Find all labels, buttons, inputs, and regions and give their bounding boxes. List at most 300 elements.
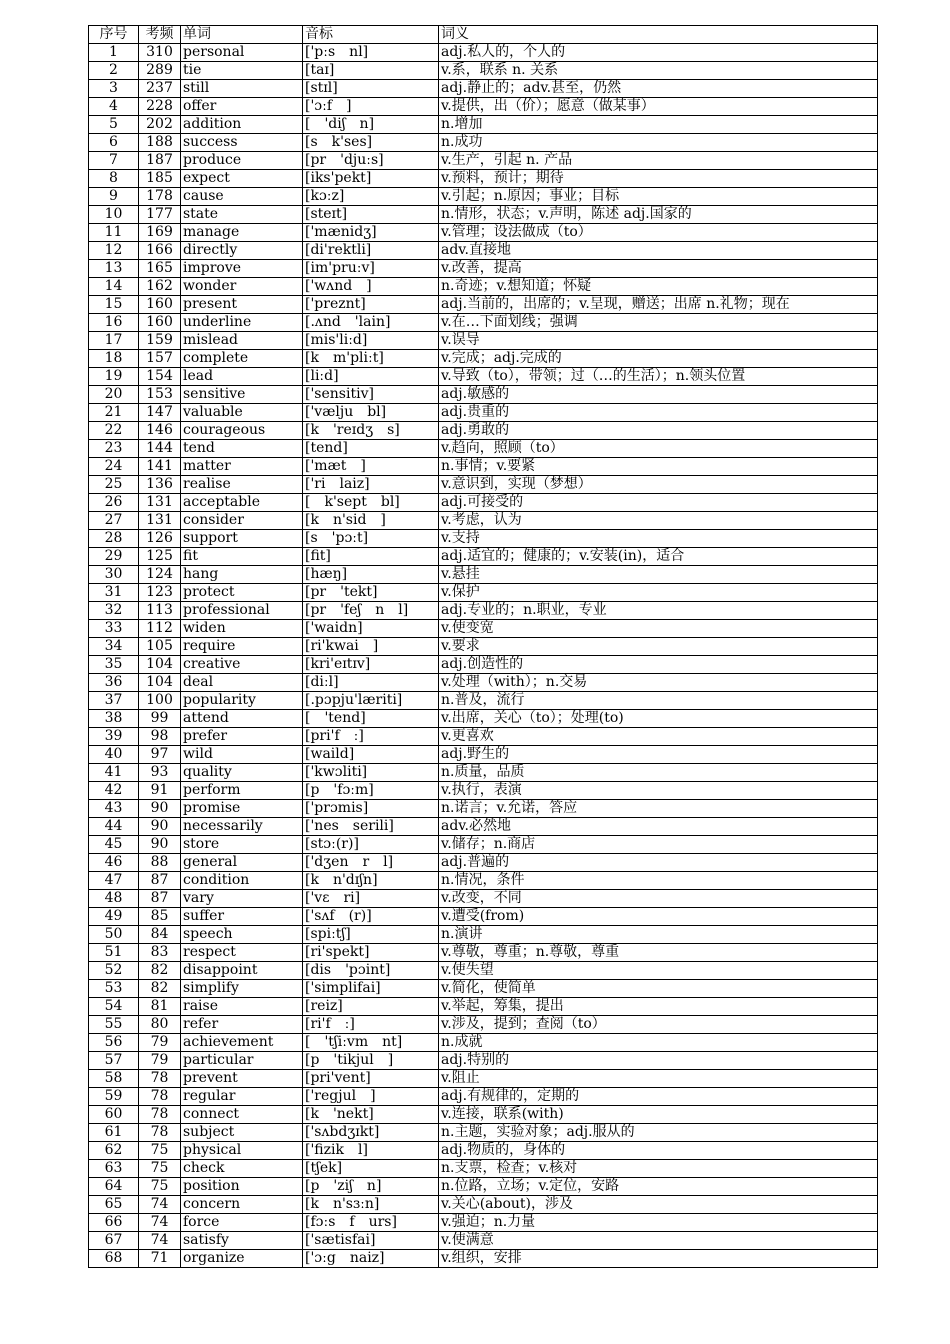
cell-definition: v.改善，提高 — [439, 260, 878, 278]
cell-index: 65 — [89, 1196, 139, 1214]
cell-phonetic: [s 'pɔːt] — [303, 530, 439, 548]
cell-index: 37 — [89, 692, 139, 710]
cell-index: 27 — [89, 512, 139, 530]
cell-word: popularity — [181, 692, 303, 710]
table-row — [89, 836, 878, 854]
cell-index: 66 — [89, 1214, 139, 1232]
cell-phonetic: [di'rektli] — [303, 242, 439, 260]
cell-frequency: 125 — [139, 548, 181, 566]
cell-frequency: 157 — [139, 350, 181, 368]
cell-definition: v.考虑，认为 — [439, 512, 878, 530]
cell-frequency: 87 — [139, 872, 181, 890]
cell-definition: adj.创造性的 — [439, 656, 878, 674]
table-row — [89, 296, 878, 314]
cell-frequency: 79 — [139, 1034, 181, 1052]
cell-phonetic: ['fizik l] — [303, 1142, 439, 1160]
cell-definition: v.更喜欢 — [439, 728, 878, 746]
cell-word: speech — [181, 926, 303, 944]
cell-frequency: 131 — [139, 512, 181, 530]
cell-phonetic: [kri'eɪtɪv] — [303, 656, 439, 674]
cell-word: professional — [181, 602, 303, 620]
table-row — [89, 1034, 878, 1052]
cell-index: 3 — [89, 80, 139, 98]
cell-definition: v.组织，安排 — [439, 1250, 878, 1268]
cell-definition: v.管理；设法做成（to） — [439, 224, 878, 242]
cell-phonetic: ['mæt ] — [303, 458, 439, 476]
cell-phonetic: ['waidn] — [303, 620, 439, 638]
cell-definition: v.意识到，实现（梦想） — [439, 476, 878, 494]
cell-index: 6 — [89, 134, 139, 152]
table-row — [89, 368, 878, 386]
cell-index: 4 — [89, 98, 139, 116]
table-row — [89, 1232, 878, 1250]
cell-phonetic: [spiːtʃ] — [303, 926, 439, 944]
cell-word: require — [181, 638, 303, 656]
cell-word: wild — [181, 746, 303, 764]
cell-phonetic: [k m'pliːt] — [303, 350, 439, 368]
table-row — [89, 512, 878, 530]
cell-phonetic: [p 'fɔːm] — [303, 782, 439, 800]
cell-phonetic: ['ri laiz] — [303, 476, 439, 494]
cell-index: 7 — [89, 152, 139, 170]
cell-index: 13 — [89, 260, 139, 278]
header-index: 序号 — [89, 26, 139, 44]
table-row — [89, 872, 878, 890]
table-row — [89, 998, 878, 1016]
cell-phonetic: ['ɔːf ] — [303, 98, 439, 116]
cell-frequency: 82 — [139, 980, 181, 998]
cell-phonetic: ['vælju bl] — [303, 404, 439, 422]
cell-frequency: 187 — [139, 152, 181, 170]
cell-index: 45 — [89, 836, 139, 854]
table-row — [89, 260, 878, 278]
cell-definition: adj.特别的 — [439, 1052, 878, 1070]
table-row — [89, 908, 878, 926]
cell-index: 35 — [89, 656, 139, 674]
table-row — [89, 188, 878, 206]
table-row — [89, 962, 878, 980]
cell-phonetic: [pri'vent] — [303, 1070, 439, 1088]
table-row — [89, 1088, 878, 1106]
cell-frequency: 84 — [139, 926, 181, 944]
cell-definition: adj.敏感的 — [439, 386, 878, 404]
cell-phonetic: [hæŋ] — [303, 566, 439, 584]
cell-word: subject — [181, 1124, 303, 1142]
cell-word: particular — [181, 1052, 303, 1070]
cell-word: necessarily — [181, 818, 303, 836]
cell-definition: v.处理（with）；n.交易 — [439, 674, 878, 692]
cell-definition: v.在…下面划线；强调 — [439, 314, 878, 332]
cell-word: addition — [181, 116, 303, 134]
cell-definition: v.支持 — [439, 530, 878, 548]
cell-phonetic: [mis'liːd] — [303, 332, 439, 350]
table-row — [89, 152, 878, 170]
cell-word: position — [181, 1178, 303, 1196]
cell-word: offer — [181, 98, 303, 116]
cell-frequency: 71 — [139, 1250, 181, 1268]
header-row — [89, 26, 878, 44]
cell-definition: n.质量，品质 — [439, 764, 878, 782]
cell-phonetic: [.pɔpju'læriti] — [303, 692, 439, 710]
cell-frequency: 169 — [139, 224, 181, 242]
cell-definition: v.保护 — [439, 584, 878, 602]
table-row — [89, 134, 878, 152]
cell-phonetic: [k 'nekt] — [303, 1106, 439, 1124]
cell-word: produce — [181, 152, 303, 170]
cell-word: store — [181, 836, 303, 854]
cell-frequency: 113 — [139, 602, 181, 620]
cell-word: still — [181, 80, 303, 98]
cell-index: 42 — [89, 782, 139, 800]
cell-phonetic: [ri'f ː] — [303, 1016, 439, 1034]
cell-index: 54 — [89, 998, 139, 1016]
cell-word: simplify — [181, 980, 303, 998]
cell-definition: adj.物质的，身体的 — [439, 1142, 878, 1160]
cell-phonetic: ['sʌf (r)] — [303, 908, 439, 926]
cell-definition: v.改变，不同 — [439, 890, 878, 908]
cell-index: 62 — [89, 1142, 139, 1160]
cell-definition: v.导致（to），带领；过（…的生活）；n.领头位置 — [439, 368, 878, 386]
cell-phonetic: ['sensitiv] — [303, 386, 439, 404]
table-row — [89, 116, 878, 134]
cell-word: suffer — [181, 908, 303, 926]
cell-word: concern — [181, 1196, 303, 1214]
cell-frequency: 104 — [139, 674, 181, 692]
cell-frequency: 159 — [139, 332, 181, 350]
cell-frequency: 90 — [139, 800, 181, 818]
cell-index: 18 — [89, 350, 139, 368]
cell-phonetic: [stɪl] — [303, 80, 439, 98]
cell-frequency: 88 — [139, 854, 181, 872]
cell-index: 32 — [89, 602, 139, 620]
cell-index: 19 — [89, 368, 139, 386]
cell-phonetic: ['kwɔliti] — [303, 764, 439, 782]
table-row — [89, 656, 878, 674]
table-row — [89, 584, 878, 602]
cell-definition: v.误导 — [439, 332, 878, 350]
table-row — [89, 170, 878, 188]
table-row — [89, 926, 878, 944]
cell-frequency: 185 — [139, 170, 181, 188]
table-row — [89, 1016, 878, 1034]
cell-phonetic: ['pːs nl] — [303, 44, 439, 62]
cell-word: check — [181, 1160, 303, 1178]
table-row — [89, 386, 878, 404]
table-row — [89, 674, 878, 692]
cell-frequency: 78 — [139, 1106, 181, 1124]
cell-word: lead — [181, 368, 303, 386]
cell-word: vary — [181, 890, 303, 908]
cell-definition: adj.私人的，个人的 — [439, 44, 878, 62]
cell-phonetic: [ri'spekt] — [303, 944, 439, 962]
cell-definition: v.预料，预计；期待 — [439, 170, 878, 188]
cell-index: 56 — [89, 1034, 139, 1052]
cell-definition: adj.有规律的，定期的 — [439, 1088, 878, 1106]
table-row — [89, 440, 878, 458]
cell-word: prevent — [181, 1070, 303, 1088]
cell-word: connect — [181, 1106, 303, 1124]
cell-word: cause — [181, 188, 303, 206]
table-row — [89, 278, 878, 296]
cell-phonetic: [k n'sɜːn] — [303, 1196, 439, 1214]
cell-definition: n.奇迹；v.想知道；怀疑 — [439, 278, 878, 296]
cell-definition: v.使满意 — [439, 1232, 878, 1250]
header-phonetic: 音标 — [303, 26, 439, 44]
cell-frequency: 78 — [139, 1070, 181, 1088]
cell-word: prefer — [181, 728, 303, 746]
cell-word: sensitive — [181, 386, 303, 404]
table-row — [89, 1214, 878, 1232]
cell-word: physical — [181, 1142, 303, 1160]
cell-index: 51 — [89, 944, 139, 962]
table-row — [89, 710, 878, 728]
table-row — [89, 980, 878, 998]
table-row — [89, 530, 878, 548]
cell-definition: n.成就 — [439, 1034, 878, 1052]
table-row — [89, 44, 878, 62]
cell-word: regular — [181, 1088, 303, 1106]
cell-phonetic: [ 'tʃiːvm nt] — [303, 1034, 439, 1052]
cell-index: 22 — [89, 422, 139, 440]
cell-phonetic: [im'pruːv] — [303, 260, 439, 278]
cell-index: 5 — [89, 116, 139, 134]
table-row — [89, 422, 878, 440]
cell-phonetic: [fit] — [303, 548, 439, 566]
cell-word: improve — [181, 260, 303, 278]
cell-word: perform — [181, 782, 303, 800]
cell-word: expect — [181, 170, 303, 188]
table-row — [89, 854, 878, 872]
cell-definition: adj.贵重的 — [439, 404, 878, 422]
cell-index: 29 — [89, 548, 139, 566]
table-row — [89, 80, 878, 98]
cell-word: acceptable — [181, 494, 303, 512]
cell-phonetic: [pr 'tekt] — [303, 584, 439, 602]
cell-index: 50 — [89, 926, 139, 944]
cell-phonetic: ['vɛ ri] — [303, 890, 439, 908]
cell-word: hang — [181, 566, 303, 584]
cell-phonetic: [diːl] — [303, 674, 439, 692]
cell-frequency: 90 — [139, 836, 181, 854]
cell-definition: adv.直接地 — [439, 242, 878, 260]
cell-phonetic: [fɔːs f urs] — [303, 1214, 439, 1232]
cell-index: 12 — [89, 242, 139, 260]
table-row — [89, 692, 878, 710]
cell-index: 60 — [89, 1106, 139, 1124]
cell-phonetic: ['mænidʒ] — [303, 224, 439, 242]
cell-frequency: 202 — [139, 116, 181, 134]
table-row — [89, 1070, 878, 1088]
cell-index: 17 — [89, 332, 139, 350]
cell-word: force — [181, 1214, 303, 1232]
cell-word: refer — [181, 1016, 303, 1034]
cell-phonetic: ['preznt] — [303, 296, 439, 314]
cell-word: condition — [181, 872, 303, 890]
header-word: 单词 — [181, 26, 303, 44]
cell-phonetic: [pr 'djuːs] — [303, 152, 439, 170]
cell-definition: adj.野生的 — [439, 746, 878, 764]
cell-definition: v.尊敬，尊重；n.尊敬，尊重 — [439, 944, 878, 962]
cell-definition: v.要求 — [439, 638, 878, 656]
cell-definition: v.连接，联系(with) — [439, 1106, 878, 1124]
table-row — [89, 1106, 878, 1124]
cell-definition: adv.必然地 — [439, 818, 878, 836]
cell-index: 40 — [89, 746, 139, 764]
cell-frequency: 79 — [139, 1052, 181, 1070]
header-frequency: 考频 — [139, 26, 181, 44]
cell-word: organize — [181, 1250, 303, 1268]
table-row — [89, 782, 878, 800]
cell-index: 31 — [89, 584, 139, 602]
cell-word: courageous — [181, 422, 303, 440]
cell-word: disappoint — [181, 962, 303, 980]
cell-frequency: 177 — [139, 206, 181, 224]
cell-word: attend — [181, 710, 303, 728]
cell-phonetic: [p 'ziʃ n] — [303, 1178, 439, 1196]
table-row — [89, 350, 878, 368]
table-row — [89, 620, 878, 638]
cell-definition: n.支票，检查；v.核对 — [439, 1160, 878, 1178]
cell-phonetic: [dis 'pɔint] — [303, 962, 439, 980]
cell-word: state — [181, 206, 303, 224]
cell-index: 55 — [89, 1016, 139, 1034]
header-definition: 词义 — [439, 26, 878, 44]
cell-word: valuable — [181, 404, 303, 422]
cell-phonetic: ['ɔːg naiz] — [303, 1250, 439, 1268]
table-row — [89, 548, 878, 566]
cell-phonetic: [tend] — [303, 440, 439, 458]
cell-frequency: 124 — [139, 566, 181, 584]
cell-definition: v.趋向，照顾（to） — [439, 440, 878, 458]
cell-frequency: 237 — [139, 80, 181, 98]
cell-phonetic: [taɪ] — [303, 62, 439, 80]
cell-definition: adj.适宜的；健康的；v.安装(in)，适合 — [439, 548, 878, 566]
cell-frequency: 289 — [139, 62, 181, 80]
cell-definition: v.涉及，提到；查阅（to） — [439, 1016, 878, 1034]
cell-definition: v.关心(about)，涉及 — [439, 1196, 878, 1214]
cell-definition: v.执行，表演 — [439, 782, 878, 800]
cell-word: respect — [181, 944, 303, 962]
cell-word: tend — [181, 440, 303, 458]
cell-frequency: 78 — [139, 1088, 181, 1106]
cell-frequency: 99 — [139, 710, 181, 728]
table-row — [89, 1124, 878, 1142]
cell-definition: v.使失望 — [439, 962, 878, 980]
cell-frequency: 74 — [139, 1232, 181, 1250]
cell-index: 38 — [89, 710, 139, 728]
cell-word: deal — [181, 674, 303, 692]
table-row — [89, 1196, 878, 1214]
cell-index: 53 — [89, 980, 139, 998]
cell-word: complete — [181, 350, 303, 368]
table-row — [89, 1142, 878, 1160]
table-row — [89, 728, 878, 746]
cell-frequency: 162 — [139, 278, 181, 296]
cell-index: 41 — [89, 764, 139, 782]
cell-index: 58 — [89, 1070, 139, 1088]
cell-phonetic: [reiz] — [303, 998, 439, 1016]
cell-definition: v.提供，出（价）；愿意（做某事） — [439, 98, 878, 116]
cell-frequency: 90 — [139, 818, 181, 836]
cell-word: promise — [181, 800, 303, 818]
cell-phonetic: [ k'sept bl] — [303, 494, 439, 512]
cell-index: 68 — [89, 1250, 139, 1268]
cell-index: 49 — [89, 908, 139, 926]
cell-phonetic: [k n'sid ] — [303, 512, 439, 530]
cell-frequency: 123 — [139, 584, 181, 602]
cell-frequency: 93 — [139, 764, 181, 782]
cell-index: 16 — [89, 314, 139, 332]
cell-frequency: 131 — [139, 494, 181, 512]
cell-frequency: 136 — [139, 476, 181, 494]
cell-definition: adj.可接受的 — [439, 494, 878, 512]
cell-phonetic: [pr 'feʃ n l] — [303, 602, 439, 620]
cell-frequency: 74 — [139, 1214, 181, 1232]
cell-frequency: 126 — [139, 530, 181, 548]
cell-definition: n.位路，立场；v.定位，安路 — [439, 1178, 878, 1196]
cell-definition: n.增加 — [439, 116, 878, 134]
cell-word: realise — [181, 476, 303, 494]
cell-index: 48 — [89, 890, 139, 908]
cell-frequency: 91 — [139, 782, 181, 800]
table-row — [89, 1250, 878, 1268]
cell-definition: n.演讲 — [439, 926, 878, 944]
cell-phonetic: ['regjul ] — [303, 1088, 439, 1106]
cell-phonetic: [stɔː(r)] — [303, 836, 439, 854]
cell-frequency: 160 — [139, 296, 181, 314]
table-row — [89, 62, 878, 80]
cell-frequency: 105 — [139, 638, 181, 656]
table-row — [89, 944, 878, 962]
cell-frequency: 75 — [139, 1142, 181, 1160]
table-row — [89, 206, 878, 224]
cell-phonetic: [s k'ses] — [303, 134, 439, 152]
cell-definition: adj.专业的；n.职业，专业 — [439, 602, 878, 620]
cell-frequency: 85 — [139, 908, 181, 926]
table-row — [89, 98, 878, 116]
table-row — [89, 602, 878, 620]
cell-definition: n.情形，状态；v.声明，陈述 adj.国家的 — [439, 206, 878, 224]
cell-word: consider — [181, 512, 303, 530]
cell-phonetic: ['dʒen r l] — [303, 854, 439, 872]
cell-word: quality — [181, 764, 303, 782]
cell-phonetic: [k n'dɪʃn] — [303, 872, 439, 890]
cell-phonetic: [ 'diʃ n] — [303, 116, 439, 134]
cell-frequency: 97 — [139, 746, 181, 764]
cell-definition: v.使变宽 — [439, 620, 878, 638]
cell-word: mislead — [181, 332, 303, 350]
cell-phonetic: [liːd] — [303, 368, 439, 386]
cell-frequency: 104 — [139, 656, 181, 674]
cell-index: 28 — [89, 530, 139, 548]
cell-word: fit — [181, 548, 303, 566]
table-row — [89, 314, 878, 332]
cell-frequency: 87 — [139, 890, 181, 908]
cell-definition: v.遭受(from) — [439, 908, 878, 926]
cell-word: widen — [181, 620, 303, 638]
cell-frequency: 188 — [139, 134, 181, 152]
cell-definition: n.诺言；v.允诺，答应 — [439, 800, 878, 818]
cell-word: support — [181, 530, 303, 548]
cell-phonetic: ['simplifai] — [303, 980, 439, 998]
table-row — [89, 1052, 878, 1070]
cell-index: 46 — [89, 854, 139, 872]
vocabulary-table — [88, 25, 878, 1268]
table-row — [89, 800, 878, 818]
cell-index: 44 — [89, 818, 139, 836]
cell-word: underline — [181, 314, 303, 332]
cell-index: 57 — [89, 1052, 139, 1070]
